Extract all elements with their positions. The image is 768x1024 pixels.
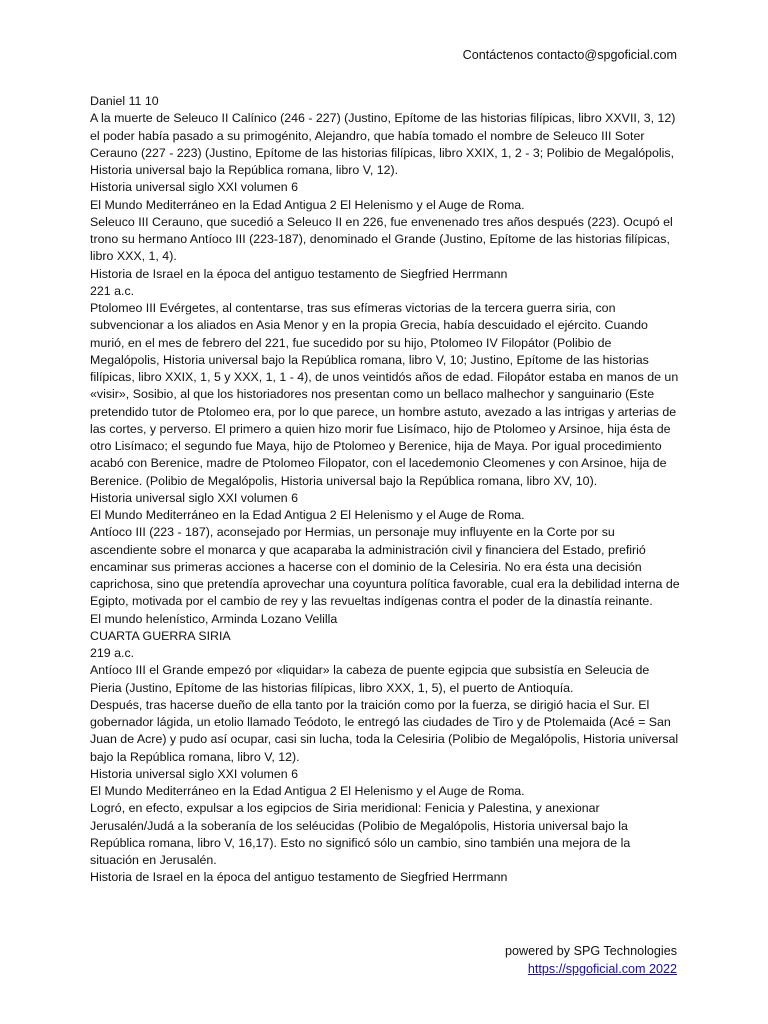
paragraph: Ptolomeo III Evérgetes, al contentarse, tras sus efímeras victorias de la tercera guerra siria, con subvencionar a los aliados en Asia Menor y en la propia Grecia, había descuidado el ejército. Cuando murió, en el mes de febrero del 221, fue sucedido por su hijo, Ptolomeo IV Filopátor (Polibio de Megalópolis, Historia universal bajo la República romana, libro V, 10; Justino, Epítome de las historias filípicas, libro XXIX, 1, 5 y XXX, 1, 1 - 4), de unos veintidós años de edad. Filopátor estaba en manos de un «visir», Sosibio, al que los historiadores nos presentan como un bellaco malhechor y sanguinario (Este pretendido tutor de Ptolomeo era, por lo que parece, un hombre astuto, avezado a las intrigas y arterias de las cortes, y perverso. El primero a quien hizo morir fue Lisímaco, hijo de Ptolomeo y Arsinoe, hija ésta de otro Lisímaco; el segundo fue Maya, hijo de Ptolomeo y Berenice, hija de Maya. Por igual procedimiento acabó con Berenice, madre de Ptolomeo Filopator, con el lacedemonio Cleomenes y con Arsinoe, hija de Berenice. (Polibio de Megalópolis, Historia universal bajo la República romana, libro XV, 10). bbox=[90, 301, 679, 488]
paragraph: 221 a.c. bbox=[90, 283, 135, 298]
paragraph: 219 a.c. bbox=[90, 646, 135, 660]
paragraph: Antíoco III el Grande empezó por «liquidar» la cabeza de puente egipcia que subsistía en Seleucia de Pieria (Justino, Epítome de las historias filípicas, libro XXX, 1, 5), el puerto de Antioquía. bbox=[90, 663, 650, 695]
paragraph: Historia universal siglo XXI volumen 6 bbox=[90, 490, 298, 505]
contact-header: Contáctenos contacto@spgoficial.com bbox=[462, 48, 677, 62]
paragraph: El mundo helenístico, Arminda Lozano Velilla bbox=[90, 611, 338, 626]
document-body bbox=[90, 93, 680, 887]
paragraph: Antíoco III (223 - 187), aconsejado por Hermias, un personaje muy influyente en la Corte por su ascendiente sobre el monarca y que acaparaba la administración civil y financiera del Estado, prefirió encaminar sus primeras acciones a hacerse con el dominio de la Celesiria. No era ésta una decisión caprichosa, sino que pretendía aprovechar una coyuntura política favorable, cual era la debilidad interna de Egipto, motivada por el cambio de rey y las revueltas indígenas contra el poder de la dinastía reinante. bbox=[90, 525, 680, 609]
paragraph: Logró, en efecto, expulsar a los egipcios de Siria meridional: Fenicia y Palestina, y anexionar Jerusalén/Judá a la soberanía de los seléucidas (Polibio de Megalópolis, Historia universal bajo la República romana, libro V, 16,17). Esto no significó sólo un cambio, sino también una mejora de la situación en Jerusalén. bbox=[90, 801, 631, 867]
section-heading: CUARTA GUERRA SIRIA bbox=[90, 628, 231, 643]
paragraph: El Mundo Mediterráneo en la Edad Antigua 2 El Helenismo y el Auge de Roma. bbox=[90, 197, 525, 212]
paragraph: Historia universal siglo XXI volumen 6 bbox=[90, 766, 298, 781]
paragraph: Historia universal siglo XXI volumen 6 bbox=[90, 180, 298, 195]
page-footer bbox=[505, 942, 677, 978]
paragraph: Después, tras hacerse dueño de ella tanto por la traición como por la fuerza, se dirigió hacia el Sur. El gobernador lágida, un etolio llamado Teódoto, le entregó las ciudades de Tiro y de Ptolemaida (Acé = San Juan de Acre) y pudo así ocupar, casi sin lucha, toda la Celesiria (Polibio de Megalópolis, Historia universal bajo la República romana, libro V, 12). bbox=[90, 697, 679, 764]
powered-by-text: powered by SPG Technologies bbox=[505, 944, 677, 958]
paragraph: Historia de Israel en la época del antiguo testamento de Siegfried Herrmann bbox=[90, 266, 508, 281]
paragraph: El Mundo Mediterráneo en la Edad Antigua 2 El Helenismo y el Auge de Roma. bbox=[90, 508, 525, 522]
paragraph: A la muerte de Seleuco II Calínico (246 - 227) (Justino, Epítome de las historias filípicas, libro XXVII, 3, 12) el poder había pasado a su primogénito, Alejandro, que había tomado el nombre de Seleuco III Soter Cerauno (227 - 223) (Justino, Epítome de las historias filípicas, libro XXIX, 1, 2 - 3; Polibio de Megalópolis, Historia universal bajo la República romana, libro V, 12). bbox=[90, 111, 676, 177]
paragraph: Daniel 11 10 bbox=[90, 94, 159, 108]
website-link[interactable]: https://spgoficial.com 2022 bbox=[527, 962, 677, 976]
paragraph: El Mundo Mediterráneo en la Edad Antigua 2 El Helenismo y el Auge de Roma. bbox=[90, 784, 525, 798]
paragraph: Seleuco III Cerauno, que sucedió a Seleuco II en 226, fue envenenado tres años después (223). Ocupó el trono su hermano Antíoco III (223-187), denominado el Grande (Justino, Epítome de las historias filípicas, libro XXX, 1, 4). bbox=[90, 214, 673, 264]
paragraph: Historia de Israel en la época del antiguo testamento de Siegfried Herrmann bbox=[90, 870, 508, 885]
